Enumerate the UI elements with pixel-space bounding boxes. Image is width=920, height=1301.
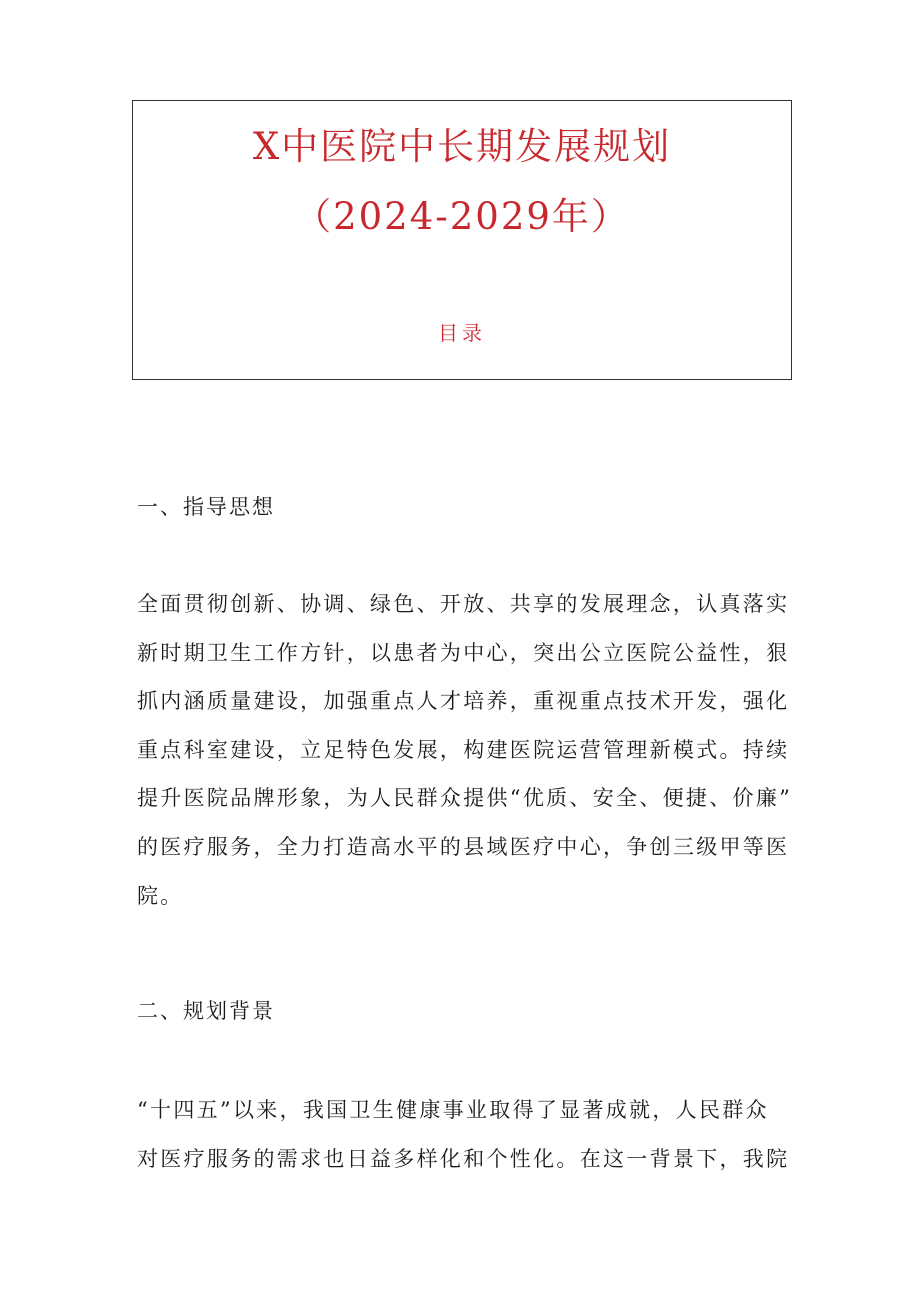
- document-title: X中医院中长期发展规划: [252, 125, 672, 168]
- paragraph-line: 新时期卫生工作方针，以患者为中心，突出公立医院公益性，狠: [137, 640, 790, 665]
- document-title-years: （2024-2029年）: [294, 195, 630, 238]
- paragraph-line: “十四五”以来，我国卫生健康事业取得了显著成就，人民群众: [137, 1098, 769, 1122]
- table-of-contents-label: 目录: [438, 321, 486, 345]
- title-box: [132, 100, 792, 380]
- section-paragraph-planning-background: [137, 1086, 790, 1183]
- paragraph-line: 提升医院品牌形象，为人民群众提供“优质、安全、便捷、价廉”: [137, 786, 793, 811]
- paragraph-line: 抓内涵质量建设，加强重点人才培养，重视重点技术开发，强化: [137, 689, 790, 714]
- paragraph-line: 院。: [137, 883, 184, 908]
- paragraph-line: 全面贯彻创新、协调、绿色、开放、共享的发展理念，认真落实: [137, 592, 790, 616]
- paragraph-line: 重点科室建设，立足特色发展，构建医院运营管理新模式。持续: [137, 737, 790, 762]
- section-heading-planning-background: 二、规划背景: [137, 999, 275, 1023]
- section-paragraph-guiding-ideology: [137, 580, 793, 920]
- section-heading-guiding-ideology: 一、指导思想: [137, 495, 275, 519]
- paragraph-line: 对医疗服务的需求也日益多样化和个性化。在这一背景下，我院: [137, 1146, 790, 1171]
- paragraph-line: 的医疗服务，全力打造高水平的县域医疗中心，争创三级甲等医: [137, 834, 790, 859]
